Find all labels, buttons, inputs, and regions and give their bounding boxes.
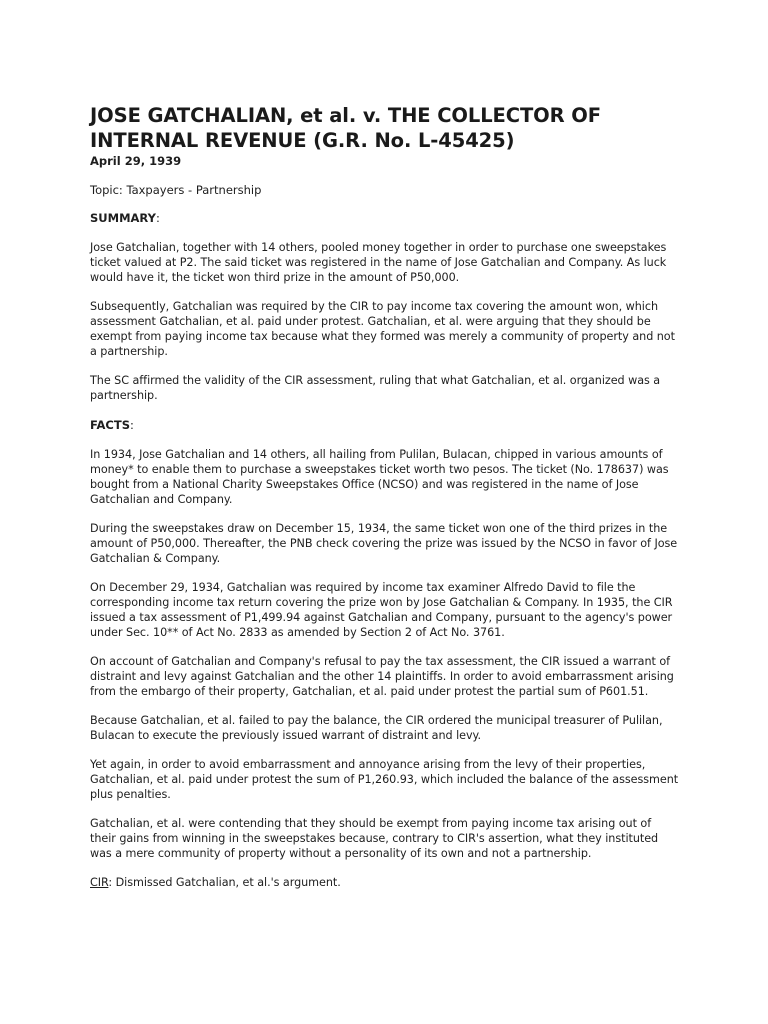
- summary-paragraph: The SC affirmed the validity of the CIR assessment, ruling that what Gatchalian, et al. organized was a partnership.: [90, 374, 661, 402]
- facts-paragraph: Yet again, in order to avoid embarrassment and annoyance arising from the levy of their properties, Gatchalian, et al. paid under protest the sum of P1,260.93, which included the balance of the assessment plus penalties.: [90, 758, 679, 801]
- document-page: [90, 103, 680, 890]
- facts-paragraph: On December 29, 1934, Gatchalian was required by income tax examiner Alfredo David to file the corresponding income tax return covering the prize won by Jose Gatchalian & Company. In 1935, the CIR issued a tax assessment of P1,499.94 against Gatchalian and Company, pursuant to the agency's power under Sec. 10** of Act No. 2833 as amended by Section 2 of Act No. 3761.: [90, 581, 673, 639]
- cir-text: : Dismissed Gatchalian, et al.'s argument.: [108, 876, 341, 889]
- facts-paragraph: Gatchalian, et al. were contending that they should be exempt from paying income tax arising out of their gains from winning in the sweepstakes because, contrary to CIR's assertion, what they instituted was a mere community of property without a personality of its own and not a partnership.: [90, 817, 659, 860]
- summary-paragraph: Jose Gatchalian, together with 14 others, pooled money together in order to purchase one sweepstakes ticket valued at P2. The said ticket was registered in the name of Jose Gatchalian and Company. As luck would have it, the ticket won third prize in the amount of P50,000.: [90, 241, 667, 284]
- facts-paragraph: During the sweepstakes draw on December 15, 1934, the same ticket won one of the third prizes in the amount of P50,000. Thereafter, the PNB check covering the prize was issued by the NCSO in favor of Jose Gatchalian & Company.: [90, 522, 678, 565]
- facts-paragraph: In 1934, Jose Gatchalian and 14 others, all hailing from Pulilan, Bulacan, chipped in various amounts of money* to enable them to purchase a sweepstakes ticket worth two pesos. The ticket (No. 178637) was bought from a National Charity Sweepstakes Office (NCSO) and was registered in the name of Jose Gatchalian and Company.: [90, 448, 669, 506]
- decision-date: April 29, 1939: [90, 154, 182, 168]
- facts-paragraph: On account of Gatchalian and Company's refusal to pay the tax assessment, the CIR issued a warrant of distraint and levy against Gatchalian and the other 14 plaintiffs. In order to avoid embarrassment arising from the embargo of their property, Gatchalian, et al. paid under protest the partial sum of P601.51.: [90, 655, 674, 698]
- topic-line: Topic: Taxpayers - Partnership: [90, 183, 262, 197]
- summary-paragraph: Subsequently, Gatchalian was required by the CIR to pay income tax covering the amount won, which assessment Gatchalian, et al. paid under protest. Gatchalian, et al. were arguing that they should be exempt from paying income tax because what they formed was merely a community of property and not a partnership.: [90, 300, 675, 358]
- cir-label: CIR: [90, 876, 109, 889]
- facts-heading: FACTS:: [90, 418, 134, 432]
- cir-ruling: [90, 875, 680, 890]
- facts-paragraph: Because Gatchalian, et al. failed to pay the balance, the CIR ordered the municipal treasurer of Pulilan, Bulacan to execute the previously issued warrant of distraint and levy.: [90, 714, 663, 742]
- summary-heading: SUMMARY:: [90, 211, 160, 225]
- case-title: JOSE GATCHALIAN, et al. v. THE COLLECTOR OF INTERNAL REVENUE (G.R. No. L-45425): [90, 104, 601, 152]
